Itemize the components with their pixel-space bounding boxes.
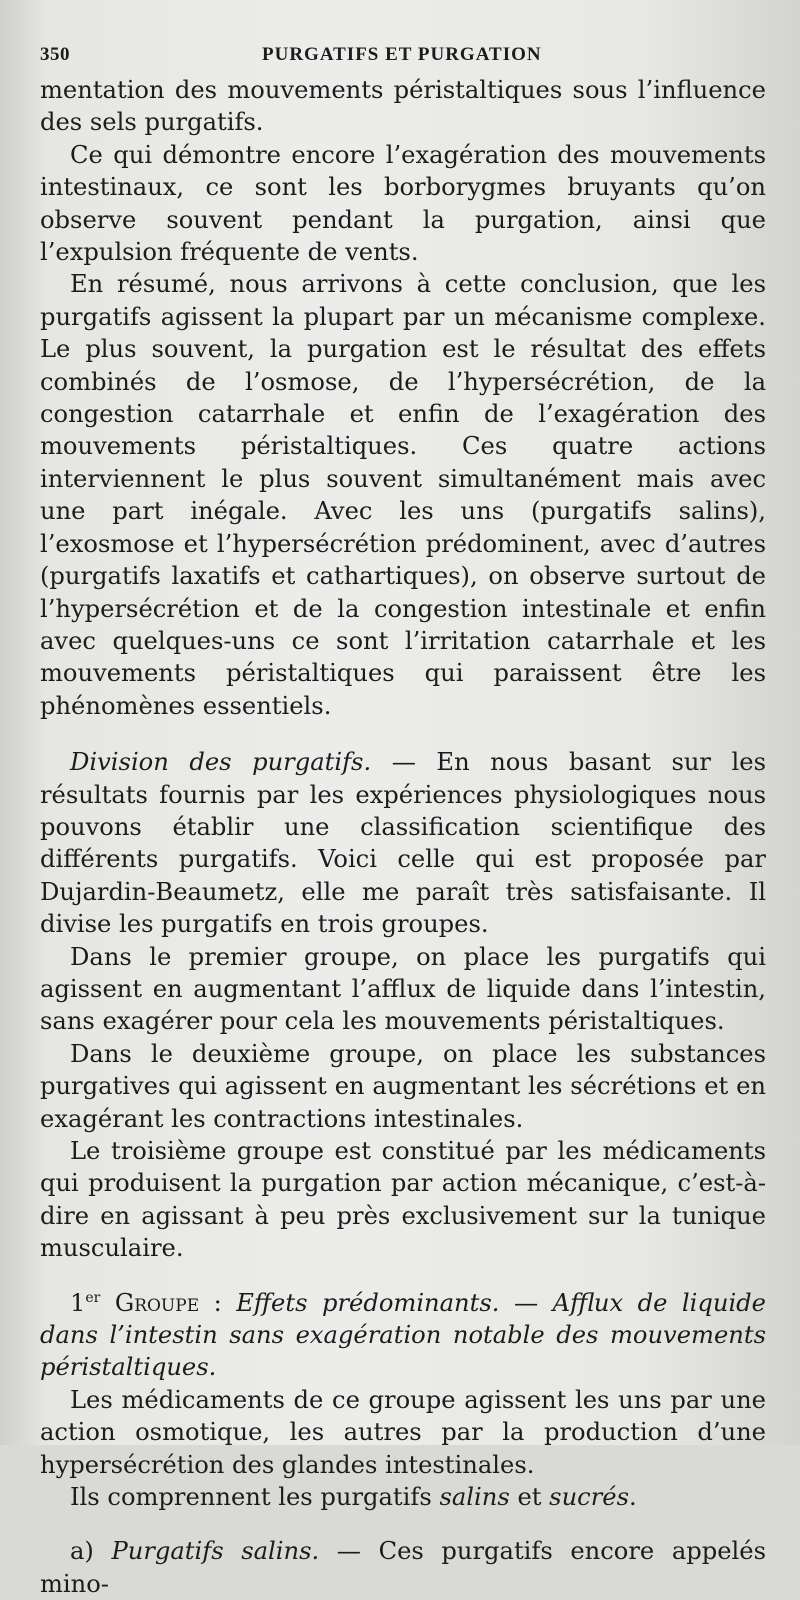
paragraph: Dans le deuxième groupe, on place les substances purgatives qui agissent en augmentant les sécrétions et en exagérant les contractions intestinales. — [40, 1039, 766, 1133]
group-ordinal: er — [85, 1289, 101, 1306]
term-sucres: sucrés — [549, 1483, 629, 1512]
group-title: Effets prédominants. — Afflux de liquide dans l’intestin sans exagération notable des mouvements péristaltiques. — [40, 1288, 766, 1382]
subsection-a — [40, 1535, 766, 1600]
paragraph: Ce qui démontre encore l’exagération des mouvements intestinaux, ce sont les borborygmes bruyants qu’on observe souvent pendant la purgation, ainsi que l’expulsion fréquente de vents. — [40, 140, 766, 267]
body-text — [40, 74, 766, 1600]
group-heading — [40, 1287, 766, 1384]
paragraph: Les médicaments de ce groupe agissent les uns par une action osmotique, les autres par la production d’une hypersécrétion des glandes intestinales. — [40, 1385, 766, 1479]
running-title: PURGATIFS ET PURGATION — [262, 44, 542, 65]
page-number: 350 — [40, 44, 70, 65]
paragraph: mentation des mouvements péristaltiques sous l’influence des sels purgatifs. — [40, 76, 766, 137]
section-division — [40, 746, 766, 940]
subsection-text: — Ces purgatifs encore appelés mino- — [40, 1537, 767, 1598]
paragraph: Dans le premier groupe, on place les purgatifs qui agissent en augmentant l’afflux de liquide dans l’intestin, sans exagérer pour cela les mouvements péristaltiques. — [40, 942, 766, 1036]
section-heading: Division des purgatifs. — [70, 748, 372, 777]
term-salins: salins — [439, 1483, 510, 1512]
paragraph: Le troisième groupe est constitué par les médicaments qui produisent la purgation par action mécanique, c’est-à-dire en agissant à peu près exclusivement sur la tunique musculaire. — [40, 1137, 766, 1263]
paragraph-list-types — [40, 1481, 766, 1513]
section-text: — En nous basant sur les résultats fournis par les expériences physiologiques nous pouvons établir une classification scientifique des différents purgatifs. Voici celle qui est proposée par Dujardin-Beaumetz, elle me paraît très satisfaisante. Il divise les purgatifs en trois groupes. — [40, 748, 766, 939]
text-span: . — [629, 1483, 637, 1512]
text-span: Ils comprennent les purgatifs — [70, 1483, 440, 1512]
group-number: 1 — [70, 1288, 86, 1317]
page-header — [40, 40, 766, 74]
subsection-heading: Purgatifs salins. — [111, 1537, 320, 1566]
text-span: et — [509, 1483, 550, 1512]
paragraph: En résumé, nous arrivons à cette conclusion, que les purgatifs agissent la plupart par un mécanisme complexe. Le plus souvent, la purgation est le résultat des effets combinés de l’osmose, de l’hypersécrétion, de la congestion catarrhale et enfin de l’exagération des mouvements péristaltiques. Ces quatre actions interviennent le plus souvent simultanément mais avec une part inégale. Avec les uns (purgatifs salins), l’exosmose et l’hypersécrétion prédominent, avec d’autres (purgatifs laxatifs et cathartiques), on observe surtout de l’hypersécrétion et de la congestion intestinale et enfin avec quelques-uns ce sont l’irritation catarrhale et les mouvements péristaltiques qui paraissent être les phénomènes essentiels. — [40, 270, 766, 720]
group-label: Groupe : — [114, 1288, 222, 1317]
subsection-letter: a) — [70, 1537, 112, 1566]
